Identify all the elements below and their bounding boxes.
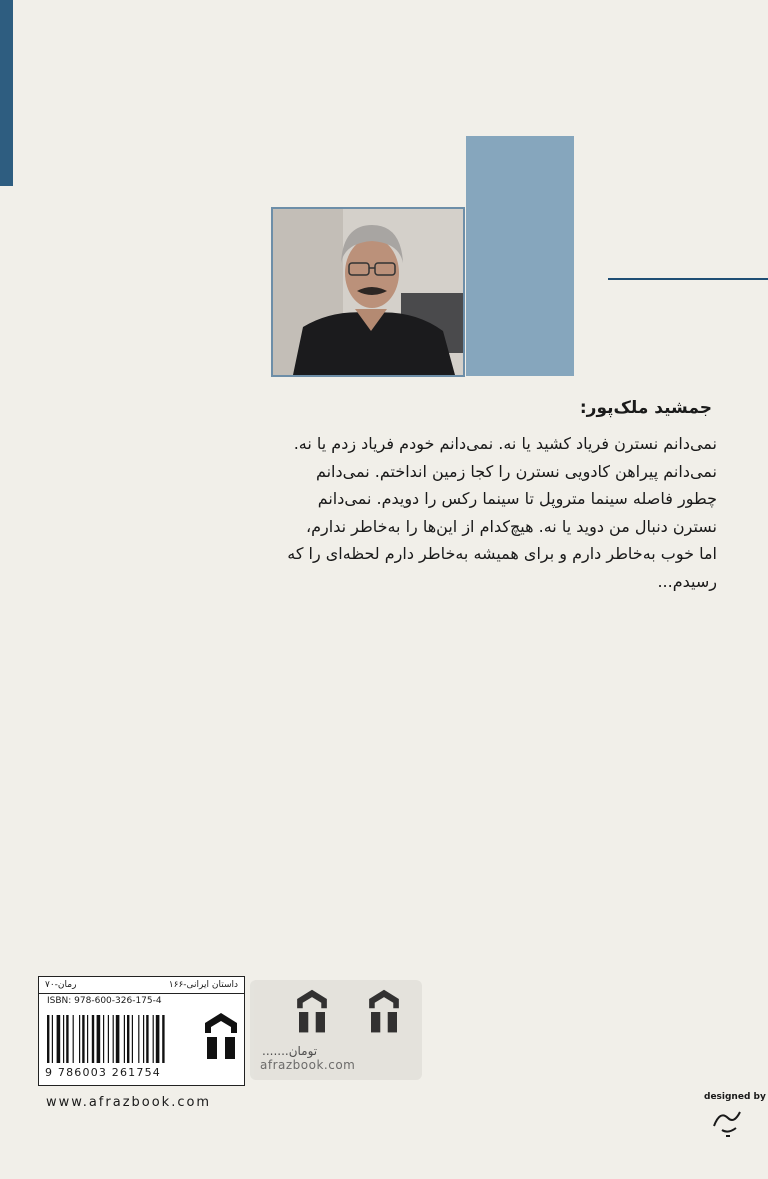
left-blue-strip bbox=[0, 0, 13, 186]
author-photo bbox=[271, 207, 465, 377]
isbn-box bbox=[38, 976, 245, 1086]
blurb-line: نمی‌دانم پیراهن کادویی نسترن را کجا زمین انداختم. نمی‌دانم bbox=[315, 461, 717, 481]
blurb-line: نسترن دنبال من دوید یا نه. هیچ‌کدام از این‌ها را به‌خاطر ندارم، bbox=[305, 516, 717, 536]
blurb-line: چطور فاصله سینما متروپل تا سینما رکس را دویدم. نمی‌دانم bbox=[317, 489, 717, 509]
afraz-logo-icon bbox=[362, 986, 406, 1038]
afraz-logo-icon bbox=[199, 1009, 243, 1065]
series-label: رمان-۷۰ bbox=[45, 980, 77, 990]
blurb-line: اما خوب به‌خاطر دارم و برای همیشه به‌خاطر دارم لحظه‌ای را که bbox=[287, 544, 717, 564]
designer-signature-icon bbox=[708, 1104, 748, 1140]
blue-accent-block bbox=[466, 136, 574, 376]
back-cover-blurb bbox=[287, 430, 717, 596]
category-label: داستان ایرانی-۱۶۶ bbox=[168, 980, 238, 990]
author-name: جمشید ملک‌پور: bbox=[579, 398, 712, 418]
blurb-line: رسیدم... bbox=[657, 571, 717, 591]
barcode-digits: 9 786003 261754 bbox=[45, 1066, 161, 1079]
isbn-header bbox=[39, 977, 244, 994]
sticker-url: afrazbook.com bbox=[260, 1058, 356, 1072]
isbn-number: ISBN: 978-600-326-175-4 bbox=[47, 996, 162, 1006]
price-sticker bbox=[250, 980, 422, 1080]
blurb-line: نمی‌دانم نسترن فریاد کشید یا نه. نمی‌دانم خودم فریاد زدم یا نه. bbox=[293, 434, 717, 453]
afraz-logo-icon bbox=[290, 986, 334, 1038]
designed-by-label: designed by bbox=[704, 1092, 766, 1102]
barcode bbox=[47, 1015, 199, 1063]
publisher-website[interactable]: www.afrazbook.com bbox=[46, 1095, 212, 1110]
price-text: تومان....... bbox=[262, 1044, 318, 1058]
accent-line bbox=[608, 278, 768, 280]
